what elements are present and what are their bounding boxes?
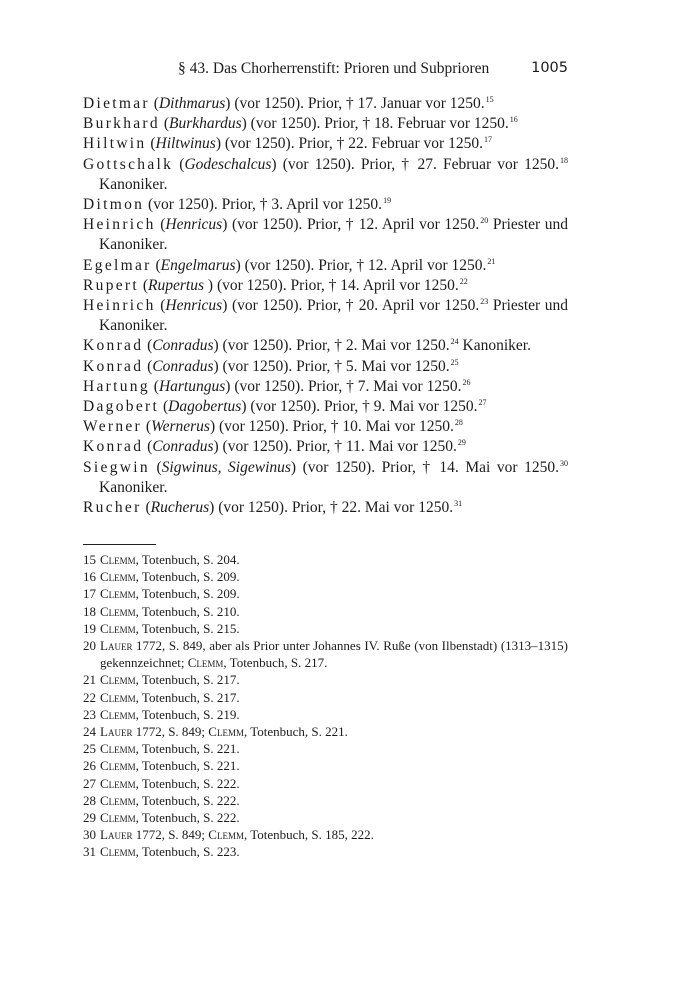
entry-tail: Priester und Kanoniker.	[99, 297, 568, 335]
entry-text: (vor 1250). Prior, † 17. Januar vor 1250.	[230, 95, 485, 112]
entry-name: Rucher	[83, 499, 142, 517]
footnote-ref: 29	[457, 438, 466, 448]
entry-text: (vor 1250). Prior, † 14. April vor 1250.	[213, 276, 459, 294]
entry-latin-name: Wernerus	[151, 418, 210, 436]
footnote-number: 18	[83, 603, 96, 619]
footnote-author: Lauer	[100, 724, 133, 740]
footnote	[83, 637, 568, 671]
running-head-title: § 43. Das Chorherrenstift: Prioren und Subprioren	[178, 60, 490, 77]
entry-name: Gottschalk	[83, 155, 174, 173]
footnote-text: , Totenbuch, S. 222.	[135, 810, 240, 826]
footnote-ref: 24	[450, 337, 459, 347]
footnote-text: , Totenbuch, S. 185, 222.	[243, 827, 374, 843]
entry-name: Werner	[83, 418, 143, 436]
footnote-text: , Totenbuch, S. 223.	[135, 844, 240, 860]
footnote-author: Clemm	[100, 620, 136, 636]
footnote-ref: 31	[454, 499, 463, 509]
prior-entry: Konrad (Conradus) (vor 1250). Prior, † 5. Mai vor 1250.25	[83, 357, 459, 375]
entry-latin-name: Dagobertus	[168, 398, 242, 416]
entry-text: (vor 1250). Prior, † 9. Mai vor 1250.	[246, 398, 478, 416]
running-head	[83, 60, 568, 80]
footnote-author: Clemm	[187, 655, 224, 671]
footnote-ref: 30	[559, 458, 568, 468]
entry-text: (vor 1250). Prior, † 10. Mai vor 1250.	[215, 418, 454, 436]
footnote-number: 17	[83, 586, 96, 602]
footnote-author: Clemm	[100, 810, 136, 826]
footnote-ref: 28	[454, 418, 463, 428]
page-number: 1005	[531, 60, 568, 76]
footnote-text: , Totenbuch, S. 209.	[135, 586, 240, 602]
footnote	[83, 826, 568, 843]
footnote-text: , Totenbuch, S. 219.	[135, 706, 240, 722]
footnote-number: 23	[83, 706, 96, 722]
footnote	[83, 689, 568, 706]
entry-name: Hiltwin	[83, 135, 147, 153]
footnotes	[83, 551, 568, 861]
entry-name: Ditmon	[83, 196, 145, 214]
entry-latin-name: Conradus	[152, 337, 214, 355]
footnote-ref: 23	[480, 297, 489, 307]
footnote-number: 30	[83, 827, 96, 843]
footnote-ref: 16	[509, 115, 518, 125]
footnote-number: 16	[83, 569, 96, 585]
footnote	[83, 603, 568, 620]
footnote	[83, 843, 568, 860]
prior-entry: Burkhard (Burkhardus) (vor 1250). Prior, † 18. Februar vor 1250.16	[83, 115, 518, 133]
footnote	[83, 671, 568, 688]
footnote-number: 26	[83, 758, 96, 774]
footnote-number: 28	[83, 792, 96, 808]
footnote-text: , Totenbuch, S. 221.	[135, 741, 240, 757]
footnote-author: Clemm	[100, 706, 136, 722]
prior-entry: Hartung (Hartungus) (vor 1250). Prior, † 7. Mai vor 1250.26	[83, 377, 471, 395]
footnote-author: Clemm	[100, 586, 136, 602]
prior-entry: Rupert (Rupertus ) (vor 1250). Prior, † 14. April vor 1250.22	[83, 276, 468, 294]
footnote	[83, 740, 568, 757]
prior-entry: Hiltwin (Hiltwinus) (vor 1250). Prior, † 22. Februar vor 1250.17	[83, 135, 492, 153]
footnote-number: 27	[83, 775, 96, 791]
entry-name: Konrad	[83, 337, 144, 355]
footnote	[83, 809, 568, 826]
entry-latin-name: Hartungus	[158, 377, 226, 395]
footnote	[83, 706, 568, 723]
entry-latin-name: Henricus	[165, 297, 223, 315]
entry-latin-name: Dithmarus	[158, 95, 226, 112]
footnote-ref: 17	[483, 135, 492, 145]
footnote	[83, 757, 568, 774]
footnote-author: Clemm	[100, 603, 136, 619]
entry-name: Rupert	[83, 276, 139, 294]
entry-latin-name: Conradus	[152, 438, 214, 456]
footnote-ref: 18	[560, 155, 568, 165]
entry-text: (vor 1250). Prior, † 2. Mai vor 1250.	[218, 337, 450, 355]
entry-latin-name: Godeschalcus	[184, 155, 272, 173]
footnote	[83, 620, 568, 637]
footnote-author: Clemm	[100, 741, 136, 757]
footnote-ref: 15	[485, 95, 494, 104]
prior-entry: Heinrich (Henricus) (vor 1250). Prior, † 20. April vor 1250.23 Priester und Kanoniker.	[83, 297, 568, 335]
footnote-text: 1772, S. 849;	[132, 724, 209, 740]
footnote-number: 25	[83, 741, 96, 757]
footnote-author: Clemm	[100, 792, 136, 808]
prior-entry: Dagobert (Dagobertus) (vor 1250). Prior, † 9. Mai vor 1250.27	[83, 398, 487, 416]
prior-entry: Egelmar (Engelmarus) (vor 1250). Prior, † 12. April vor 1250.21	[83, 256, 496, 274]
footnote-number: 19	[83, 620, 96, 636]
footnote-separator	[83, 544, 156, 545]
footnote-text: , Totenbuch, S. 221.	[243, 724, 348, 740]
footnote-text: , Totenbuch, S. 204.	[135, 552, 240, 567]
entry-tail: Kanoniker.	[99, 175, 168, 193]
footnote-author: Clemm	[100, 552, 136, 567]
entry-text: (vor 1250). Prior, † 11. Mai vor 1250.	[218, 438, 457, 456]
prior-entry: Werner (Wernerus) (vor 1250). Prior, † 10. Mai vor 1250.28	[83, 418, 463, 436]
footnote-author: Clemm	[100, 689, 136, 705]
entry-name: Heinrich	[83, 216, 156, 234]
footnote-text: , Totenbuch, S. 222.	[135, 792, 240, 808]
entry-latin-name: Hiltwinus	[155, 135, 216, 153]
entry-text: (vor 1250). Prior, † 5. Mai vor 1250.	[218, 357, 450, 375]
entry-text: (vor 1250). Prior, † 20. April vor 1250.	[227, 297, 480, 315]
prior-entry: Siegwin (Sigwinus, Sigewinus) (vor 1250). Prior, † 14. Mai vor 1250.30 Kanoniker.	[83, 458, 568, 496]
footnote-ref: 21	[487, 256, 496, 266]
entry-tail: Priester und Kanoniker.	[99, 216, 568, 254]
prior-entry: Heinrich (Henricus) (vor 1250). Prior, † 12. April vor 1250.20 Priester und Kanoniker.	[83, 216, 568, 254]
footnote	[83, 585, 568, 602]
footnote-text: , Totenbuch, S. 217.	[135, 672, 240, 688]
footnote-number: 21	[83, 672, 96, 688]
entry-latin-name: Conradus	[152, 357, 214, 375]
footnote-author: Lauer	[100, 638, 133, 654]
entry-name: Dietmar	[83, 95, 150, 112]
footnote-text: , Totenbuch, S. 210.	[135, 603, 240, 619]
footnote-text: , Totenbuch, S. 217.	[135, 689, 240, 705]
entry-text: (vor 1250). Prior, † 22. Mai vor 1250.	[214, 499, 454, 517]
prior-entry: Konrad (Conradus) (vor 1250). Prior, † 11. Mai vor 1250.29	[83, 438, 466, 456]
entry-latin-name: Sigwinus, Sigewinus	[161, 458, 291, 476]
footnote	[83, 723, 568, 740]
entry-name: Burkhard	[83, 115, 160, 133]
footnote-text: , Totenbuch, S. 222.	[135, 775, 240, 791]
entry-text: (vor 1250). Prior, † 12. April vor 1250.	[240, 256, 487, 274]
footnote-number: 24	[83, 724, 96, 740]
footnote-number: 29	[83, 810, 96, 826]
footnote-text: , Totenbuch, S. 221.	[135, 758, 240, 774]
footnote-author: Clemm	[208, 827, 244, 843]
footnote	[83, 792, 568, 809]
entry-text: (vor 1250). Prior, † 22. Februar vor 1250.	[220, 135, 483, 153]
entry-name: Siegwin	[83, 458, 150, 476]
footnote-ref: 20	[480, 216, 489, 226]
footnote-author: Clemm	[100, 672, 136, 688]
footnote-text: , Totenbuch, S. 209.	[135, 569, 240, 585]
footnote-ref: 27	[478, 398, 487, 408]
entry-latin-name: Engelmarus	[160, 256, 236, 274]
footnote-ref: 22	[459, 276, 468, 286]
footnote-text: , Totenbuch, S. 215.	[135, 620, 240, 636]
prior-entry: Rucher (Rucherus) (vor 1250). Prior, † 22. Mai vor 1250.31	[83, 499, 463, 517]
entry-latin-name: Rupertus	[148, 276, 208, 294]
footnote-author: Clemm	[100, 758, 136, 774]
footnote-ref: 19	[383, 196, 392, 206]
footnote-author: Clemm	[208, 724, 244, 740]
footnote-text: , Totenbuch, S. 217.	[223, 655, 328, 671]
footnote-author: Clemm	[100, 775, 136, 791]
footnote	[83, 551, 568, 568]
footnote-ref: 25	[450, 357, 459, 367]
footnote-number: 20	[83, 638, 96, 654]
footnote-number: 31	[83, 844, 96, 860]
entry-name: Dagobert	[83, 398, 160, 416]
entry-text: (vor 1250). Prior, † 12. April vor 1250.	[227, 216, 480, 234]
entry-name: Hartung	[83, 377, 150, 395]
entry-tail: Kanoniker.	[458, 337, 531, 355]
footnote	[83, 775, 568, 792]
prior-entry	[83, 195, 568, 215]
footnote-number: 22	[83, 689, 96, 705]
entry-name: Konrad	[83, 357, 144, 375]
entry-text: (vor 1250). Prior, † 7. Mai vor 1250.	[230, 377, 462, 395]
entry-text: (vor 1250). Prior, † 3. April vor 1250.	[144, 196, 383, 214]
prior-entry: Konrad (Conradus) (vor 1250). Prior, † 2. Mai vor 1250.24 Kanoniker.	[83, 337, 531, 355]
entry-name: Heinrich	[83, 297, 156, 315]
entry-text: (vor 1250). Prior, † 27. Februar vor 1250.	[276, 155, 559, 173]
entry-name: Konrad	[83, 438, 144, 456]
prior-list	[83, 94, 568, 518]
footnote-text: 1772, S. 849;	[132, 827, 209, 843]
footnote-ref: 26	[462, 377, 471, 387]
entry-latin-name: Henricus	[165, 216, 223, 234]
entry-name: Egelmar	[83, 256, 152, 274]
entry-text: (vor 1250). Prior, † 18. Februar vor 1250.	[246, 115, 509, 133]
footnote	[83, 568, 568, 585]
footnote-number: 15	[83, 552, 96, 567]
entry-text: (vor 1250). Prior, † 14. Mai vor 1250.	[296, 458, 559, 476]
footnote-author: Lauer	[100, 827, 133, 843]
footnote-author: Clemm	[100, 569, 136, 585]
entry-tail: Kanoniker.	[99, 478, 168, 496]
entry-latin-name: Rucherus	[150, 499, 210, 517]
footnote-author: Clemm	[100, 844, 136, 860]
prior-entry: Dietmar (Dithmarus) (vor 1250). Prior, † 17. Januar vor 1250.15	[83, 95, 494, 112]
footnote-text: 1772, S. 849, aber als Prior unter Johannes IV. Ruße (von Ilbenstadt) (1313–1315) gekennzeichnet;	[100, 638, 568, 671]
entry-latin-name: Burkhardus	[169, 115, 242, 133]
prior-entry: Gottschalk (Godeschalcus) (vor 1250). Prior, † 27. Februar vor 1250.18 Kanoniker.	[83, 155, 568, 193]
